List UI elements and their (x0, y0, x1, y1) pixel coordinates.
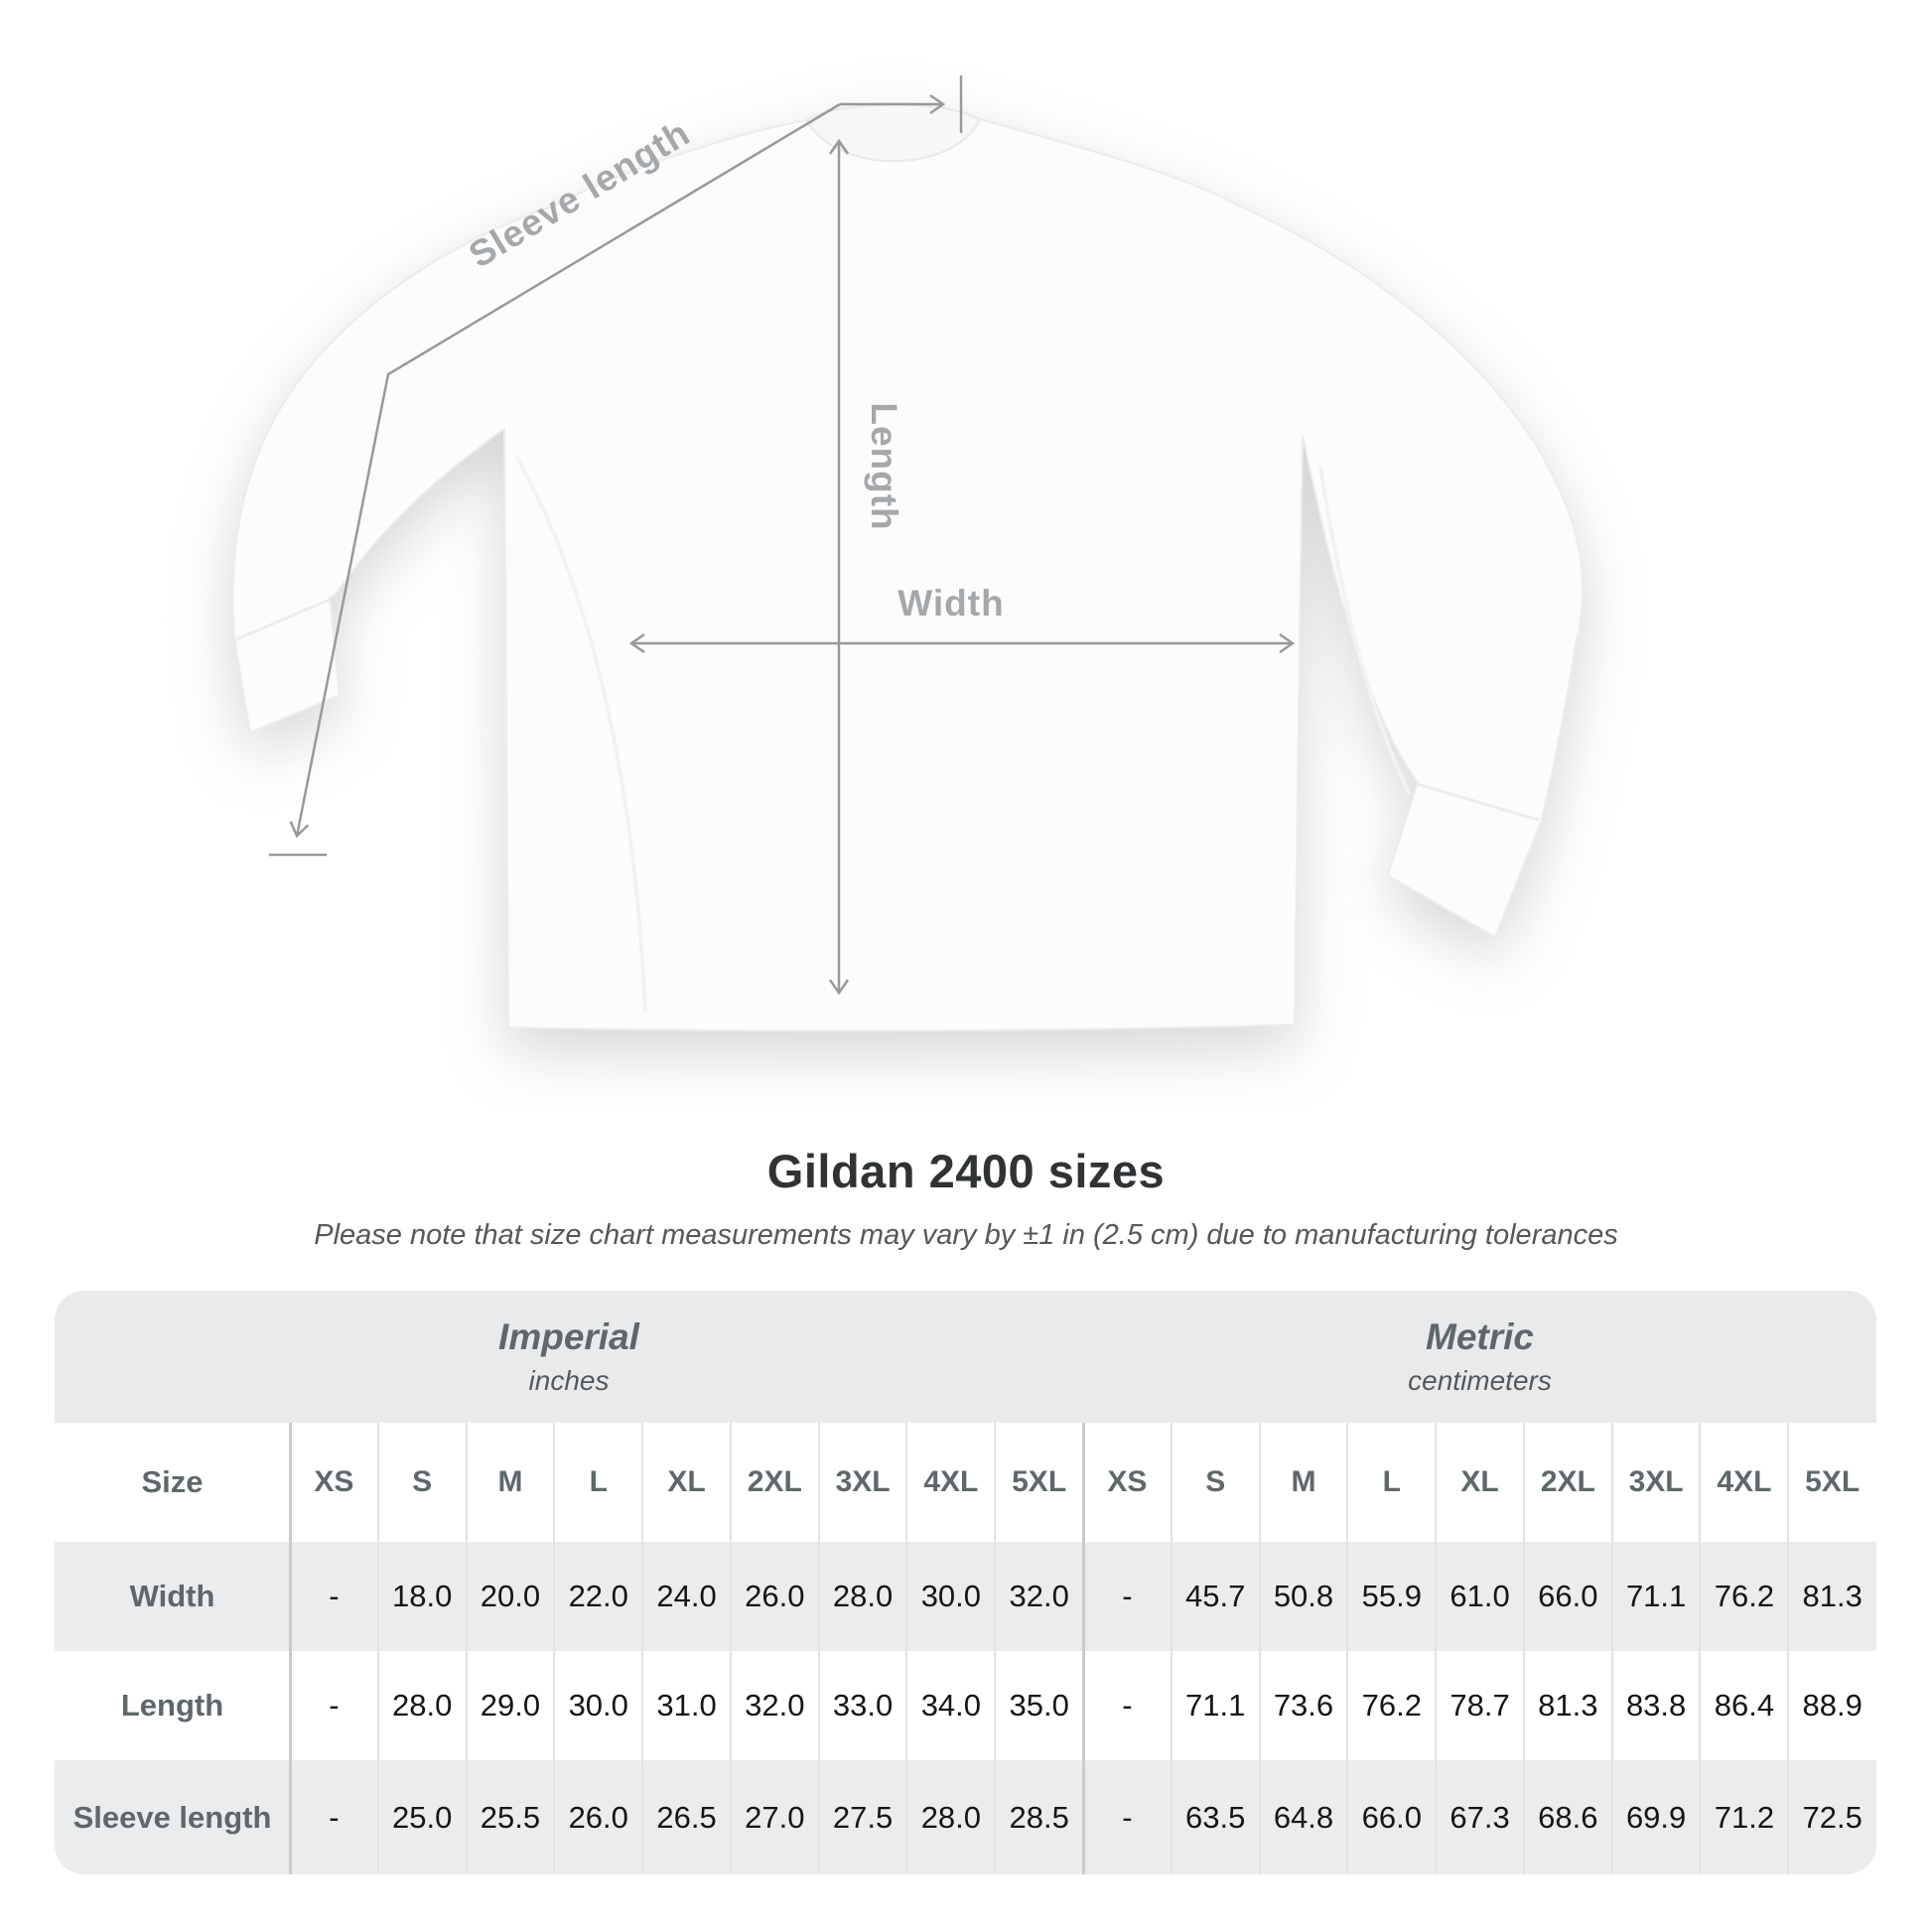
value-cell: 22.0 (568, 1579, 628, 1613)
value-cell: 61.0 (1449, 1579, 1510, 1613)
size-cell: XS (1107, 1465, 1148, 1498)
size-cell: XL (1460, 1465, 1499, 1498)
value-cell: 66.0 (1361, 1799, 1422, 1835)
value-cell: 81.3 (1538, 1688, 1598, 1723)
chart-subtitle: Please note that size chart measurements may vary by ±1 in (2.5 cm) due to manufacturing tolerances (314, 1219, 1618, 1251)
column-separator (1171, 1423, 1173, 1874)
length-label: Length (864, 402, 904, 531)
value-cell: - (329, 1799, 340, 1835)
size-cell: XS (314, 1465, 354, 1498)
column-separator (289, 1423, 292, 1874)
shirt-illustration (233, 104, 1584, 1031)
value-cell: 29.0 (480, 1688, 541, 1723)
column-separator (1082, 1423, 1085, 1874)
value-cell: 24.0 (656, 1579, 717, 1613)
size-cell: 3XL (835, 1465, 891, 1498)
value-cell: 20.0 (480, 1579, 541, 1613)
value-cell: 78.7 (1449, 1688, 1510, 1723)
value-cell: - (329, 1688, 340, 1723)
value-cell: 28.5 (1009, 1799, 1069, 1835)
metric-unit: centimeters (1408, 1365, 1552, 1396)
value-cell: - (1122, 1799, 1133, 1835)
size-cell: 2XL (1540, 1465, 1595, 1498)
size-header-label: Size (141, 1464, 204, 1499)
size-cell: 2XL (747, 1465, 802, 1498)
value-cell: 71.1 (1185, 1688, 1246, 1723)
unit-group-imperial (55, 1291, 1083, 1423)
size-cell: XL (667, 1465, 706, 1498)
chart-title: Gildan 2400 sizes (766, 1145, 1166, 1197)
value-cell: 86.4 (1714, 1688, 1775, 1723)
value-cell: 30.0 (568, 1688, 628, 1723)
value-cell: 81.3 (1802, 1579, 1863, 1613)
value-cell: 35.0 (1009, 1688, 1069, 1723)
value-cell: 32.0 (745, 1688, 805, 1723)
row-label-sleeve-length: Sleeve length (72, 1799, 272, 1835)
value-cell: 25.0 (392, 1799, 453, 1835)
row-label-width: Width (129, 1579, 215, 1613)
size-cell: 3XL (1628, 1465, 1684, 1498)
value-cell: 68.6 (1538, 1799, 1598, 1835)
value-cell: 18.0 (392, 1579, 453, 1613)
size-table (55, 1291, 1876, 1874)
value-cell: 76.2 (1361, 1688, 1422, 1723)
value-cell: 83.8 (1625, 1688, 1687, 1723)
column-separator (466, 1423, 468, 1874)
unit-group-metric (1083, 1291, 1876, 1423)
value-cell: 45.7 (1185, 1579, 1246, 1613)
imperial-unit: inches (528, 1365, 610, 1396)
value-cell: 34.0 (920, 1688, 982, 1723)
size-cell: L (1382, 1465, 1401, 1498)
value-cell: 26.5 (656, 1799, 717, 1835)
unit-header-band (55, 1291, 1876, 1423)
value-cell: 64.8 (1273, 1799, 1334, 1835)
value-cell: 25.5 (480, 1799, 541, 1835)
size-header-row (55, 1423, 1876, 1542)
value-cell: 88.9 (1802, 1688, 1863, 1723)
value-cell: 31.0 (656, 1688, 717, 1723)
value-cell: - (1122, 1688, 1133, 1723)
column-separator (1523, 1423, 1525, 1874)
size-cell: 4XL (923, 1465, 979, 1498)
column-separator (730, 1423, 732, 1874)
table-row-sleeve-length (55, 1760, 1876, 1874)
size-cell: 4XL (1717, 1465, 1772, 1498)
metric-label: Metric (1426, 1316, 1534, 1357)
value-cell: - (329, 1579, 340, 1613)
size-cell: M (1291, 1465, 1316, 1498)
value-cell: 32.0 (1009, 1579, 1069, 1613)
column-separator (1699, 1423, 1701, 1874)
value-cell: 73.6 (1273, 1688, 1334, 1723)
value-cell: 30.0 (920, 1579, 982, 1613)
value-cell: 26.0 (568, 1799, 628, 1835)
value-cell: 33.0 (832, 1688, 894, 1723)
value-cell: 71.1 (1625, 1579, 1687, 1613)
column-separator (1787, 1423, 1789, 1874)
sleeve-length-label: Sleeve length (462, 111, 697, 276)
size-cell: 5XL (1805, 1465, 1861, 1498)
value-cell: 28.0 (832, 1579, 894, 1613)
value-cell: 28.0 (392, 1688, 453, 1723)
value-cell: 28.0 (920, 1799, 982, 1835)
size-cell: M (497, 1465, 523, 1498)
value-cell: 27.5 (832, 1799, 894, 1835)
column-separator (377, 1423, 379, 1874)
column-separator (1435, 1423, 1437, 1874)
column-separator (905, 1423, 907, 1874)
column-separator (1611, 1423, 1613, 1874)
size-cell: S (412, 1465, 433, 1498)
value-cell: - (1122, 1579, 1133, 1613)
size-cell: L (589, 1465, 608, 1498)
value-cell: 71.2 (1714, 1799, 1775, 1835)
value-cell: 63.5 (1185, 1799, 1246, 1835)
column-separator (994, 1423, 996, 1874)
row-label-length: Length (120, 1688, 224, 1723)
column-separator (1259, 1423, 1261, 1874)
table-row-length (55, 1651, 1876, 1760)
table-row-width (55, 1542, 1876, 1651)
shirt-silhouette (233, 105, 1584, 1032)
size-cell: 5XL (1012, 1465, 1067, 1498)
value-cell: 55.9 (1361, 1579, 1422, 1613)
value-cell: 50.8 (1273, 1579, 1334, 1613)
size-cell: S (1205, 1465, 1226, 1498)
value-cell: 72.5 (1802, 1799, 1863, 1835)
column-separator (641, 1423, 643, 1874)
width-label: Width (897, 583, 1005, 623)
column-separator (1346, 1423, 1348, 1874)
value-cell: 67.3 (1449, 1799, 1510, 1835)
imperial-label: Imperial (498, 1316, 639, 1357)
value-cell: 69.9 (1625, 1799, 1687, 1835)
value-cell: 66.0 (1538, 1579, 1598, 1613)
column-separator (818, 1423, 820, 1874)
value-cell: 27.0 (745, 1799, 805, 1835)
value-cell: 76.2 (1714, 1579, 1775, 1613)
value-cell: 26.0 (745, 1579, 805, 1613)
column-separator (553, 1423, 555, 1874)
